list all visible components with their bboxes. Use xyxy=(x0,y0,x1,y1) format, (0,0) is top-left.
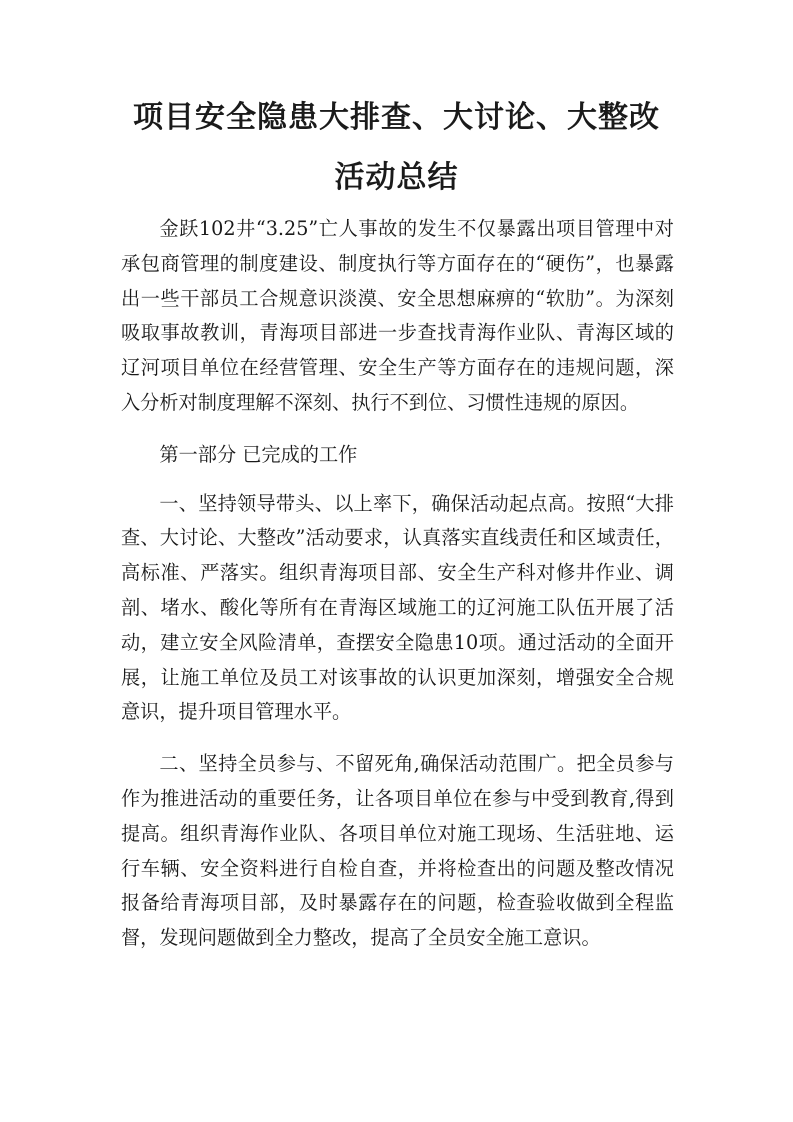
work-item-2-paragraph: 二、坚持全员参与、不留死角,确保活动范围广。把全员参与作为推进活动的重要任务，让各项目单位在参与中受到教育,得到提高。组织青海作业队、各项目单位对施工现场、生活驻地、运行车辆、安全资料进行自检自查，并将检查出的问题及整改情况报备给青海项目部，及时暴露存在的问题，检查验收做到全程监督，发现问题做到全力整改，提高了全员安全施工意识。 xyxy=(121,752,674,950)
section-heading: 第一部分 已完成的工作 xyxy=(159,442,358,466)
document-body xyxy=(121,212,674,956)
intro-paragraph: 金跃102井“3.25”亡人事故的发生不仅暴露出项目管理中对承包商管理的制度建设、制度执行等方面存在的“硬伤”，也暴露出一些干部员工合规意识淡漠、安全思想麻痹的“软肋”。为深刻吸取事故教训，青海项目部进一步查找青海作业队、青海区域的辽河项目单位在经营管理、安全生产等方面存在的违规问题，深入分析对制度理解不深刻、执行不到位、习惯性违规的原因。 xyxy=(121,217,674,414)
work-item-1-paragraph: 一、坚持领导带头、以上率下，确保活动起点高。按照“大排查、大讨论、大整改”活动要求，认真落实直线责任和区域责任，高标准、严落实。组织青海项目部、安全生产科对修井作业、调剖、堵水、酸化等所有在青海区域施工的辽河施工队伍开展了活动，建立安全风险清单，查摆安全隐患10项。通过活动的全面开展，让施工单位及员工对该事故的认识更加深刻，增强安全合规意识，提升项目管理水平。 xyxy=(121,491,674,724)
document-title: 项目安全隐患大排查、大讨论、大整改活动总结 xyxy=(133,100,660,195)
